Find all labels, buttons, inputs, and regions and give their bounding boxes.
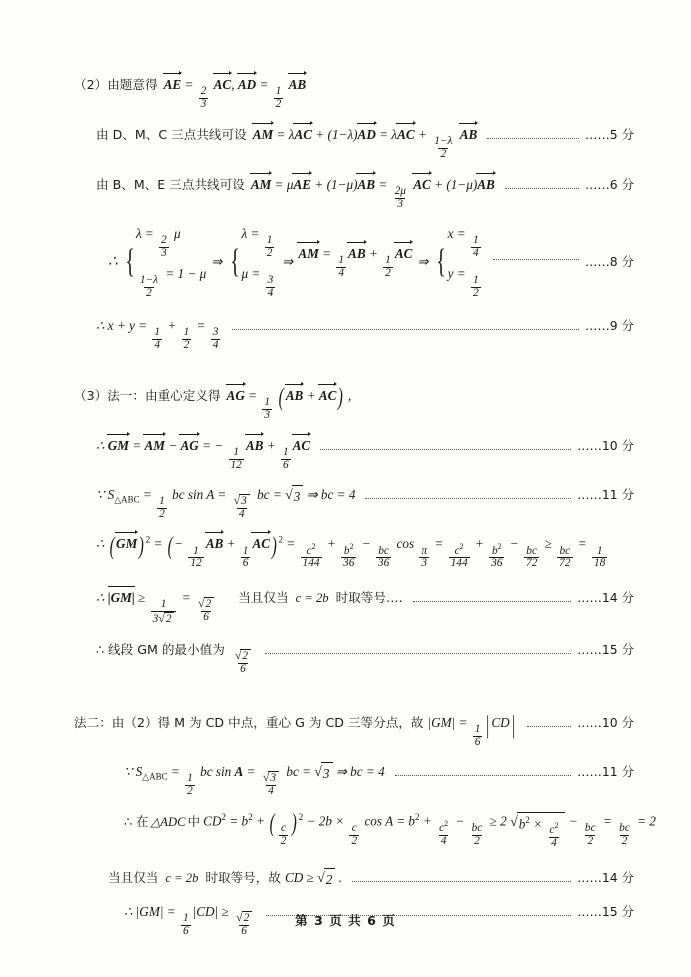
leader-dots: [232, 329, 579, 330]
score-mark: ……10 分: [577, 437, 634, 453]
score-mark: ……9 分: [585, 317, 634, 333]
formula-x-plus-y: ∴ x + y = $\frac{1}{4}$ + $\frac{1}{2}$ = $\frac{3}{4}$: [96, 317, 219, 351]
solution-line-3-5: [74, 588, 634, 626]
line-prefix: 由 B、M、E 三点共线可设: [96, 176, 245, 192]
solution-line-m2-2: [74, 762, 634, 798]
brace-left: {: [436, 242, 447, 280]
solution-line-3-2: [74, 435, 634, 472]
solution-line-2-1: [74, 74, 634, 111]
solution-line-3-1: [74, 385, 634, 422]
leader-dots: [365, 498, 571, 499]
score-mark: ……15 分: [577, 642, 634, 658]
score-mark: ……5 分: [585, 126, 634, 142]
system-2: { λ = $\frac{1}{2}$ μ = $\frac{3}{4}$: [230, 225, 274, 299]
solution-line-m2-1: [74, 713, 634, 749]
score-mark: ……10 分: [577, 715, 634, 731]
formula-gm-cd: |GM| = $\frac{1}{6}$ |CD|: [427, 711, 516, 749]
line-prefix: 由 D、M、C 三点共线可设: [96, 126, 247, 142]
score-mark: ……15 分: [577, 903, 634, 919]
leader-dots: [505, 188, 579, 189]
brace-left: {: [124, 242, 135, 280]
formula-gm-min: ∴ |GM| ≥ 1 3 √ 2 = √ 2 6: [96, 588, 218, 626]
leader-dots: [493, 259, 579, 260]
system-1: { λ = $\frac{2}{3}$ μ $\frac{1-\lambda}{2}$ = 1 − μ: [124, 225, 207, 299]
solution-line-2-2: [74, 124, 634, 161]
solution-line-2-3: [74, 174, 634, 211]
score-mark: ……11 分: [577, 764, 634, 780]
implies-3: ⇒: [417, 254, 429, 270]
solution-line-2-5: [74, 316, 634, 352]
leader-dots: [352, 881, 571, 882]
leader-dots: [413, 601, 572, 602]
equality-condition: 当且仅当 c = 2b 时取等号….: [238, 590, 403, 606]
formula-ag: AG = $\frac{1}{3}$ ( AB + AC) ,: [226, 384, 352, 421]
formula-ae: AE = $\frac{2}{3}$ AC, AD = $\frac{1}{2}$ AB: [164, 74, 307, 111]
leader-dots: [265, 653, 571, 654]
formula-am-1: AM = λAC + (1−λ)AD = λAC + $\frac{1-\lambda}{2}$ AB: [253, 124, 478, 161]
solution-line-3-3: [74, 485, 634, 521]
formula-gm-final: ∴ |GM| = $\frac{1}{6}$ |CD| ≥ √ 2 6: [124, 902, 256, 938]
formula-area: ∵ $S_{\triangle ABC}$ = $\frac{1}{2}$ bc sin A = √ 3 4 bc = √ 3 ⇒ bc = 4: [96, 486, 356, 520]
score-mark: ……14 分: [577, 590, 634, 606]
formula-gm: ∴ GM = AM − AG = − $\frac{1}{12}$ AB + $\frac{1}{6}$ AC: [96, 435, 310, 472]
page-footer: 第 3 页 共 6 页: [295, 913, 396, 928]
leader-dots: [395, 775, 571, 776]
solution-line-m2-3: [74, 810, 656, 850]
solution-line-m2-4: [74, 868, 634, 889]
document-content: [74, 74, 656, 951]
therefore-symbol: ∴: [108, 252, 118, 270]
formula-am-2: AM = μAE + (1−μ)AB = $\frac{2\mu}{3}$ AC + (1−μ)AB: [251, 174, 495, 211]
formula-cd-squared: $CD^2 = b^2$ + ( $\frac{c}{2}$ ) $^2$ − 2b × $\frac{c}{2}$ $\cos A = b^2$ + $\frac{c^2}{4}$ − $\frac{bc}{2}$ ≥ 2 √ $b^2$ × $\frac{c^2}{4}$ − $\frac{bc}{2}$ = $\frac{bc}{2}$ = 2: [203, 810, 656, 849]
score-mark: ……11 分: [577, 486, 634, 502]
formula-cd-ge: CD ≥ √ 2 .: [285, 868, 342, 889]
leader-dots: [320, 449, 571, 450]
formula-min-value: √ 2 6: [231, 640, 255, 676]
score-mark: ……6 分: [585, 176, 634, 192]
in-triangle-label: ∴ 在 △ADC 中: [124, 813, 201, 829]
method2-prefix: 法二：由（2）得 M 为 CD 中点，重心 G 为 CD 三等分点，故: [74, 715, 424, 731]
implies-2: ⇒: [282, 254, 294, 270]
system-3: { x = $\frac{1}{4}$ y = $\frac{1}{2}$: [436, 225, 479, 299]
formula-area-2: ∵ $S_{\triangle ABC}$ = $\frac{1}{2}$ bc sin A = √ 3 4 bc = √ 3 ⇒ bc = 4: [124, 764, 385, 798]
implies-1: ⇒: [211, 254, 223, 270]
formula-am-result: AM = $\frac{1}{4}$ AB + $\frac{1}{2}$ AC: [298, 243, 412, 280]
solution-line-3-6: [74, 640, 634, 676]
brace-left: {: [230, 242, 241, 280]
line-prefix: （2）由题意得: [74, 77, 158, 92]
line-prefix: （3）法一：由重心定义得: [74, 387, 221, 403]
score-mark: ……8 分: [585, 253, 634, 269]
score-mark: ……14 分: [577, 869, 634, 885]
leader-dots: [527, 726, 572, 727]
leader-dots: [487, 138, 579, 139]
solution-line-2-4: [74, 224, 634, 300]
equality-condition-2: 当且仅当 c = 2b 时取等号，故: [108, 869, 281, 885]
formula-gm-squared: ∴ ( GM) $^2$ = ( − $\frac{1}{12}$ AB + $\frac{1}{6}$ AC) $^2$ = $\frac{c^2}{144}$ + $\frac{b^2}{36}$ − $\frac{bc}{36}$ cos $\frac{\pi}{3}$ = $\frac{c^2}{144}$ + $\frac{b^2}{36}$ − $\frac{bc}{72}$ ≥ $\frac{bc}{72}$ = $\frac{1}{18}$: [96, 532, 606, 570]
solution-line-3-4: [74, 533, 634, 570]
min-value-label: ∴ 线段 GM 的最小值为: [96, 642, 225, 658]
